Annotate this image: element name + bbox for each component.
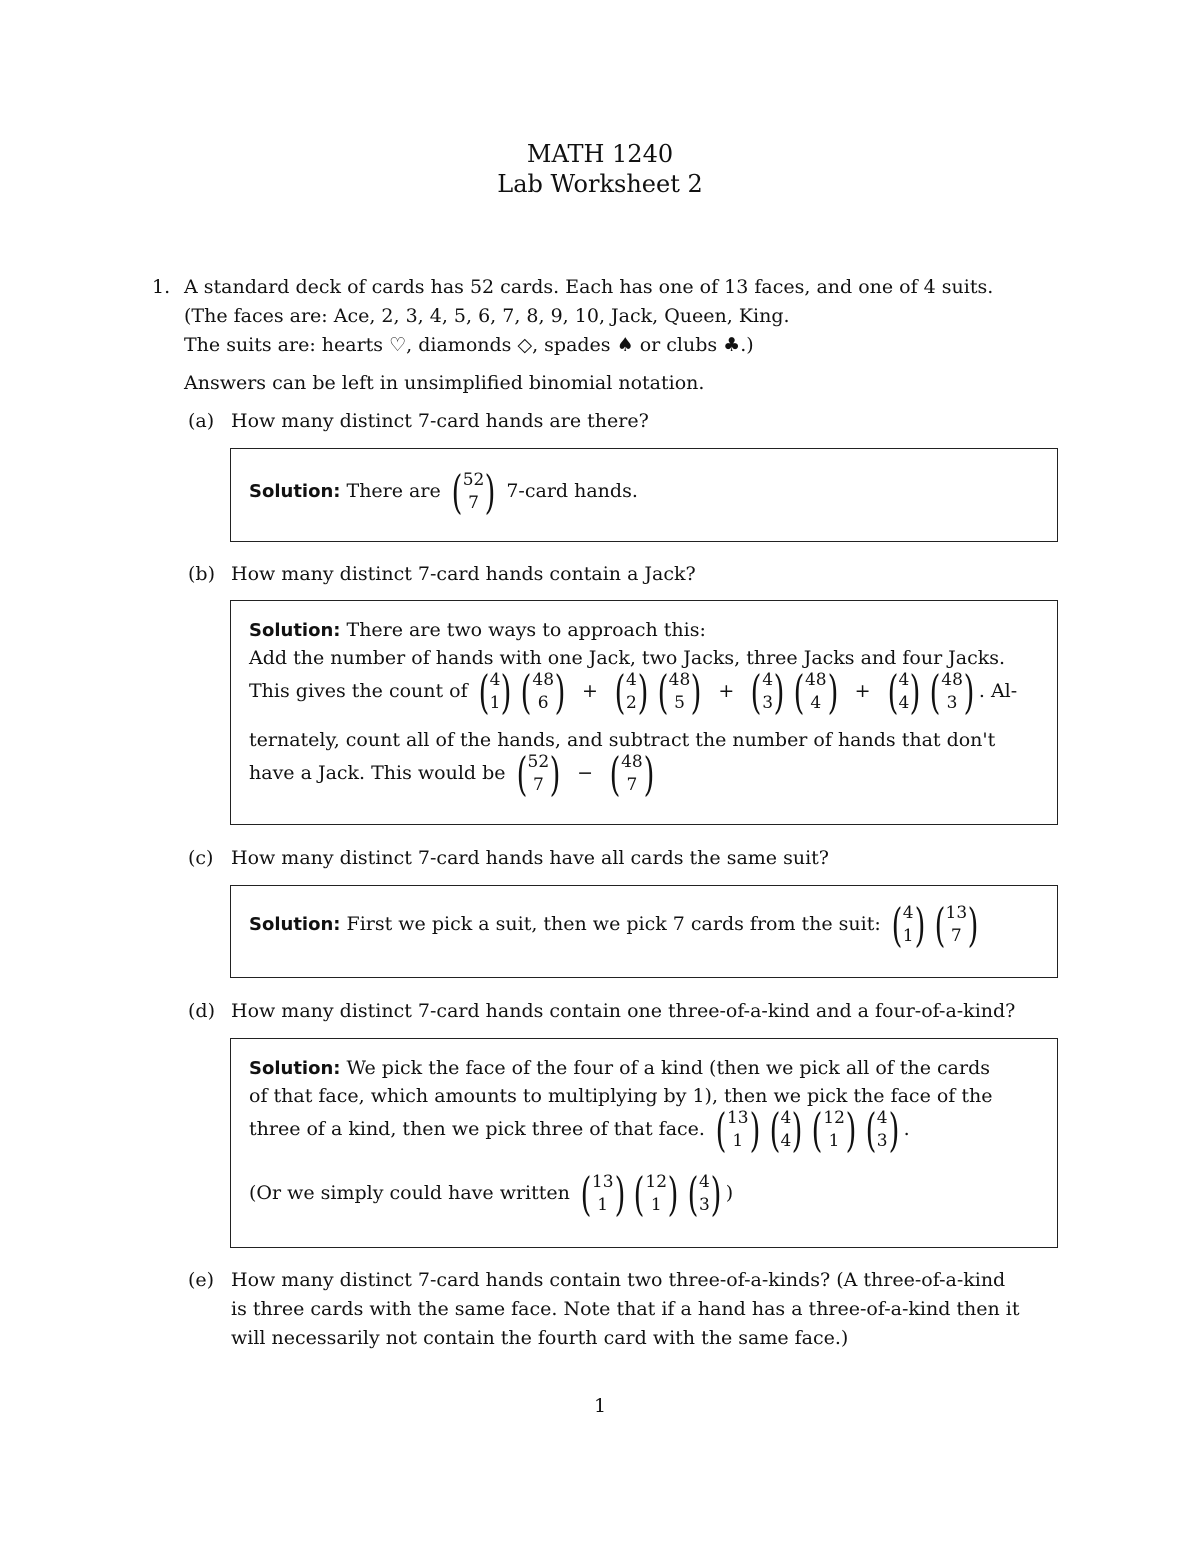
binomial: ( 4 3 ) <box>687 1167 722 1221</box>
part-b-question: How many distinct 7-card hands contain a Jack? <box>231 563 696 585</box>
solution-label: Solution: <box>249 914 341 935</box>
binom-top: 4 <box>780 1108 792 1129</box>
binom-bottom: 2 <box>625 693 637 713</box>
binom-bottom: 7 <box>950 926 962 946</box>
part-e-line-1: How many distinct 7-card hands contain two three-of-a-kinds? (A three-of-a-kind <box>231 1269 1006 1291</box>
part-e-line-3: will necessarily not contain the fourth card with the same face.) <box>231 1327 849 1349</box>
solution-b-line-2: Add the number of hands with one Jack, two Jacks, three Jacks and four Jacks. <box>249 647 1006 669</box>
part-e-line-2: is three cards with the same face. Note that if a hand has a three-of-a-kind then it <box>231 1298 1020 1320</box>
solution-box-a <box>230 448 1058 542</box>
binom-bottom: 1 <box>902 926 914 946</box>
solution-label: Solution: <box>249 1058 341 1079</box>
intro-line-1: A standard deck of cards has 52 cards. Each has one of 13 faces, and one of 4 suits. <box>184 276 994 298</box>
solution-d-line-2: of that face, which amounts to multiplying by 1), then we pick the face of the <box>249 1085 993 1107</box>
binom-bottom: 7 <box>626 775 638 795</box>
solution-a-before: There are <box>346 480 441 502</box>
binom-bottom: 3 <box>762 693 774 713</box>
binom-bottom: 1 <box>597 1195 609 1215</box>
binom-top: 4 <box>876 1108 888 1129</box>
binom-top: 13 <box>945 903 968 924</box>
answers-note: Answers can be left in unsimplified binomial notation. <box>184 372 705 394</box>
binomial: ( 48 6 ) <box>521 665 566 719</box>
solution-d-line-1-text: We pick the face of the four of a kind (then we pick all of the cards <box>346 1057 990 1079</box>
binom-top: 4 <box>489 670 501 691</box>
binom-bottom: 3 <box>876 1131 888 1151</box>
binom-bottom: 7 <box>468 493 479 513</box>
solution-box-c <box>230 885 1058 978</box>
suits-mid-1: , diamonds <box>406 334 518 356</box>
suits-line <box>184 334 754 356</box>
binomial: ( 52 7 ) <box>516 747 561 801</box>
hearts-icon: ♡ <box>389 334 407 356</box>
solution-label: Solution: <box>249 481 341 502</box>
binom-top: 48 <box>621 752 643 773</box>
solution-b-line-3-suffix: . Al- <box>978 680 1018 702</box>
binomial: ( 13 1 ) <box>580 1167 625 1221</box>
binom-bottom: 1 <box>828 1131 840 1151</box>
suits-prefix: The suits are: hearts <box>184 334 390 356</box>
plus-operator: + <box>582 680 598 702</box>
plus-operator: + <box>718 680 735 702</box>
part-c-label: (c) <box>188 847 214 869</box>
binom-top: 4 <box>902 903 914 924</box>
binom-bottom: 5 <box>674 693 685 713</box>
suits-mid-2: , spades <box>532 334 617 356</box>
binom-top: 48 <box>941 670 963 691</box>
binom-bottom: 7 <box>532 775 544 795</box>
minus-operator: − <box>577 762 594 784</box>
binom-top: 48 <box>804 670 827 691</box>
binomial: ( 48 5 ) <box>657 665 702 719</box>
solution-d-line-3-suffix: . <box>903 1118 910 1140</box>
clubs-icon: ♣ <box>723 334 741 356</box>
binom-bottom: 6 <box>537 693 549 713</box>
binom-top: 13 <box>726 1108 749 1129</box>
solution-b-line-4: ternately, count all of the hands, and subtract the number of hands that don't <box>249 729 996 751</box>
binomial: ( 48 7 ) <box>609 747 655 801</box>
binomial: ( 4 1 ) <box>891 898 925 952</box>
solution-b-line-3-prefix: This gives the count of <box>249 680 468 702</box>
binom-top: 4 <box>698 1172 710 1193</box>
binom-top: 13 <box>591 1172 614 1193</box>
binom-bottom: 3 <box>946 693 958 713</box>
solution-b-line-1-text: There are two ways to approach this: <box>346 619 706 641</box>
course-title: MATH 1240 <box>526 140 674 168</box>
solution-a-after: 7-card hands. <box>506 480 638 502</box>
part-c-question: How many distinct 7-card hands have all cards the same suit? <box>231 847 829 869</box>
binom-top: 12 <box>645 1172 668 1193</box>
binom-top: 4 <box>762 670 774 691</box>
solution-box-b <box>230 600 1058 825</box>
part-b-label: (b) <box>188 563 215 585</box>
part-e-label: (e) <box>188 1269 215 1291</box>
binom-top: 52 <box>527 752 550 773</box>
binom-bottom: 1 <box>650 1195 662 1215</box>
solution-b-line-1 <box>249 619 706 641</box>
binomial: ( 52 7 ) <box>451 465 496 519</box>
suits-mid-3: or clubs <box>633 334 724 356</box>
worksheet-subtitle: Lab Worksheet 2 <box>497 170 703 198</box>
intro-line-2: (The faces are: Ace, 2, 3, 4, 5, 6, 7, 8, 9, 10, Jack, Queen, King. <box>184 305 790 327</box>
diamonds-icon: ◇ <box>517 334 533 356</box>
binom-bottom: 4 <box>810 693 822 713</box>
binomial: ( 4 3 ) <box>750 665 785 719</box>
binom-bottom: 4 <box>898 693 910 713</box>
part-d-label: (d) <box>188 1000 215 1022</box>
binom-bottom: 1 <box>489 693 501 713</box>
part-a-label: (a) <box>188 410 215 432</box>
solution-d-line-4-suffix: ) <box>725 1182 734 1204</box>
binomial: ( 4 2 ) <box>614 665 649 719</box>
solution-box-d <box>230 1038 1058 1248</box>
suits-end: .) <box>740 334 754 356</box>
binomial: ( 12 1 ) <box>811 1103 857 1157</box>
binom-top: 48 <box>668 670 691 691</box>
binom-bottom: 4 <box>780 1131 792 1151</box>
binomial: ( 4 1 ) <box>478 665 512 719</box>
solution-d-line-4 <box>249 1167 734 1221</box>
binomial: ( 13 7 ) <box>934 898 979 952</box>
binomial: ( 12 1 ) <box>634 1167 679 1221</box>
solution-c-text <box>249 898 983 952</box>
binom-top: 12 <box>823 1108 845 1129</box>
binom-top: 52 <box>462 470 485 491</box>
solution-c-body: First we pick a suit, then we pick 7 cards from the suit: <box>346 913 881 935</box>
solution-b-line-5 <box>249 747 659 801</box>
part-a-question: How many distinct 7-card hands are there? <box>231 410 649 432</box>
binom-top: 4 <box>898 670 910 691</box>
problem-number: 1. <box>152 276 171 298</box>
part-d-question: How many distinct 7-card hands contain one three-of-a-kind and a four-of-a-kind? <box>231 1000 1016 1022</box>
binom-top: 48 <box>532 670 555 691</box>
binomial: ( 4 4 ) <box>769 1103 803 1157</box>
binomial: ( 48 4 ) <box>793 665 838 719</box>
solution-d-line-3-prefix: three of a kind, then we pick three of that face. <box>249 1118 705 1140</box>
solution-b-line-5-prefix: have a Jack. This would be <box>249 762 506 784</box>
solution-label: Solution: <box>249 620 341 641</box>
page-number: 1 <box>593 1395 607 1417</box>
binomial: ( 13 1 ) <box>715 1103 760 1157</box>
solution-d-line-3 <box>249 1103 910 1157</box>
binom-bottom: 1 <box>732 1131 744 1151</box>
binomial: ( 4 3 ) <box>865 1103 899 1157</box>
binom-top: 4 <box>625 670 637 691</box>
spades-icon: ♠ <box>616 334 634 356</box>
solution-b-line-3 <box>249 665 1018 719</box>
plus-operator: + <box>854 680 871 702</box>
solution-d-line-4-prefix: (Or we simply could have written <box>249 1182 570 1204</box>
binomial: ( 48 3 ) <box>929 665 975 719</box>
solution-d-line-1 <box>249 1057 990 1079</box>
binom-bottom: 3 <box>698 1195 710 1215</box>
binomial: ( 4 4 ) <box>887 665 921 719</box>
solution-a-text <box>249 465 638 519</box>
